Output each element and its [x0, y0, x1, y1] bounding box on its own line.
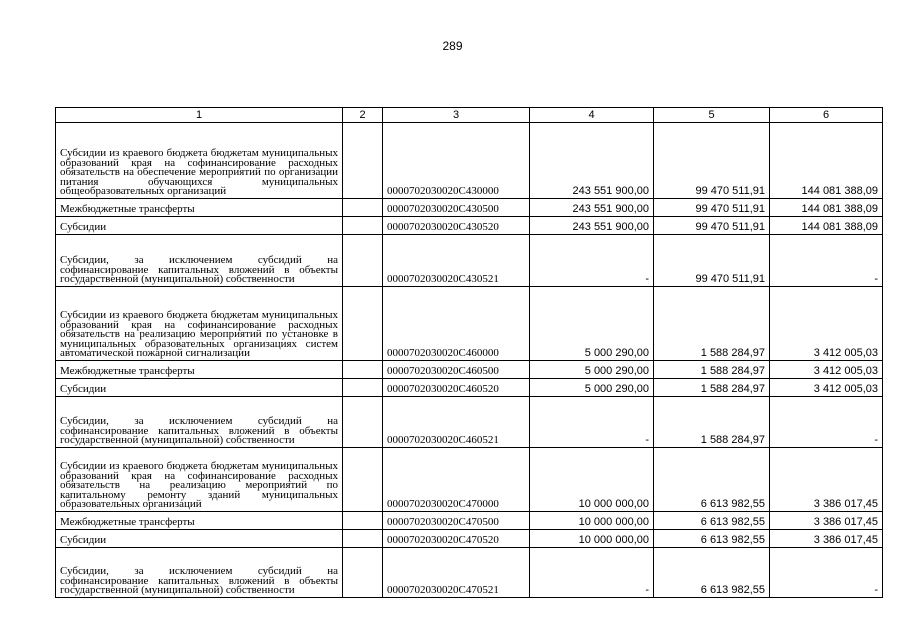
- table-row: [56, 235, 883, 287]
- row-code: 0000702030020С470521: [383, 548, 530, 598]
- row-name: Субсидии, за исключением субсидий на софинансирование капитальных вложений в объекты государственной (муниципальной) собственности: [56, 235, 343, 287]
- row-value-5: 99 470 511,91: [654, 123, 770, 199]
- row-code: 0000702030020С430500: [383, 199, 530, 217]
- table-header-row: [56, 108, 883, 123]
- table-row: [56, 448, 883, 512]
- table-row: [56, 199, 883, 217]
- row-value-6: 3 386 017,45: [770, 448, 883, 512]
- row-value-5: 1 588 284,97: [654, 361, 770, 379]
- row-value-6: 3 412 005,03: [770, 287, 883, 361]
- row-value-5: 6 613 982,55: [654, 512, 770, 530]
- row-col2: [343, 548, 383, 598]
- row-name: Субсидии, за исключением субсидий на софинансирование капитальных вложений в объекты государственной (муниципальной) собственности: [56, 548, 343, 598]
- row-value-4: 5 000 290,00: [530, 287, 654, 361]
- row-name: Субсидии: [56, 217, 343, 235]
- row-code: 0000702030020С470000: [383, 448, 530, 512]
- row-value-6: -: [770, 397, 883, 448]
- row-code: 0000702030020С460000: [383, 287, 530, 361]
- row-name: Субсидии из краевого бюджета бюджетам муниципальных образований края на софинансирование расходных обязательств на обеспечение мероприятий по организации питания обучающихся муниципальных общеобразовательных организаций: [56, 123, 343, 199]
- row-value-4: 10 000 000,00: [530, 530, 654, 548]
- row-code: 0000702030020С430521: [383, 235, 530, 287]
- row-value-6: 144 081 388,09: [770, 217, 883, 235]
- row-value-4: 10 000 000,00: [530, 512, 654, 530]
- row-value-4: -: [530, 235, 654, 287]
- row-value-5: 1 588 284,97: [654, 287, 770, 361]
- row-value-6: -: [770, 548, 883, 598]
- header-col-6: 6: [770, 108, 883, 123]
- row-code: 0000702030020С460521: [383, 397, 530, 448]
- row-col2: [343, 379, 383, 397]
- row-col2: [343, 530, 383, 548]
- row-code: 0000702030020С460500: [383, 361, 530, 379]
- row-name: Субсидии из краевого бюджета бюджетам муниципальных образований края на софинансирование расходных обязательств на реализацию мероприятий по капитальному ремонту зданий муниципальных образовательных организаций: [56, 448, 343, 512]
- row-name: Межбюджетные трансферты: [56, 512, 343, 530]
- budget-table: [55, 107, 883, 598]
- row-value-6: 3 386 017,45: [770, 512, 883, 530]
- row-value-5: 1 588 284,97: [654, 379, 770, 397]
- row-value-6: 3 386 017,45: [770, 530, 883, 548]
- row-value-5: 99 470 511,91: [654, 199, 770, 217]
- row-value-4: 243 551 900,00: [530, 199, 654, 217]
- row-code: 0000702030020С470500: [383, 512, 530, 530]
- row-col2: [343, 448, 383, 512]
- table-row: [56, 512, 883, 530]
- row-name: Межбюджетные трансферты: [56, 361, 343, 379]
- row-code: 0000702030020С430000: [383, 123, 530, 199]
- header-col-5: 5: [654, 108, 770, 123]
- row-name: Субсидии, за исключением субсидий на софинансирование капитальных вложений в объекты государственной (муниципальной) собственности: [56, 397, 343, 448]
- row-name: Межбюджетные трансферты: [56, 199, 343, 217]
- row-name: Субсидии: [56, 379, 343, 397]
- row-value-6: 3 412 005,03: [770, 361, 883, 379]
- row-code: 0000702030020С430520: [383, 217, 530, 235]
- table-row: [56, 217, 883, 235]
- row-value-4: 10 000 000,00: [530, 448, 654, 512]
- table-row: [56, 361, 883, 379]
- table-row: [56, 530, 883, 548]
- row-col2: [343, 361, 383, 379]
- header-col-4: 4: [530, 108, 654, 123]
- row-value-6: -: [770, 235, 883, 287]
- page-number: 289: [442, 39, 463, 53]
- table-row: [56, 397, 883, 448]
- header-col-1: 1: [56, 108, 343, 123]
- row-value-4: -: [530, 548, 654, 598]
- row-col2: [343, 287, 383, 361]
- row-value-6: 144 081 388,09: [770, 199, 883, 217]
- row-col2: [343, 217, 383, 235]
- row-col2: [343, 512, 383, 530]
- row-value-4: 5 000 290,00: [530, 379, 654, 397]
- row-value-4: 243 551 900,00: [530, 123, 654, 199]
- row-name: Субсидии: [56, 530, 343, 548]
- row-col2: [343, 235, 383, 287]
- row-value-5: 1 588 284,97: [654, 397, 770, 448]
- row-value-4: -: [530, 397, 654, 448]
- row-value-5: 99 470 511,91: [654, 235, 770, 287]
- row-code: 0000702030020С460520: [383, 379, 530, 397]
- row-value-6: 144 081 388,09: [770, 123, 883, 199]
- table-row: [56, 123, 883, 199]
- table-row: [56, 287, 883, 361]
- row-value-6: 3 412 005,03: [770, 379, 883, 397]
- table-row: [56, 548, 883, 598]
- row-col2: [343, 199, 383, 217]
- header-col-2: 2: [343, 108, 383, 123]
- row-value-4: 243 551 900,00: [530, 217, 654, 235]
- row-value-5: 6 613 982,55: [654, 448, 770, 512]
- row-col2: [343, 123, 383, 199]
- header-col-3: 3: [383, 108, 530, 123]
- row-value-4: 5 000 290,00: [530, 361, 654, 379]
- row-value-5: 6 613 982,55: [654, 530, 770, 548]
- row-name: Субсидии из краевого бюджета бюджетам муниципальных образований края на софинансирование расходных обязательств на реализацию мероприятий по установке в муниципальных образовательных организациях систем автоматической пожарной сигнализации: [56, 287, 343, 361]
- row-value-5: 99 470 511,91: [654, 217, 770, 235]
- row-value-5: 6 613 982,55: [654, 548, 770, 598]
- row-col2: [343, 397, 383, 448]
- table-row: [56, 379, 883, 397]
- row-code: 0000702030020С470520: [383, 530, 530, 548]
